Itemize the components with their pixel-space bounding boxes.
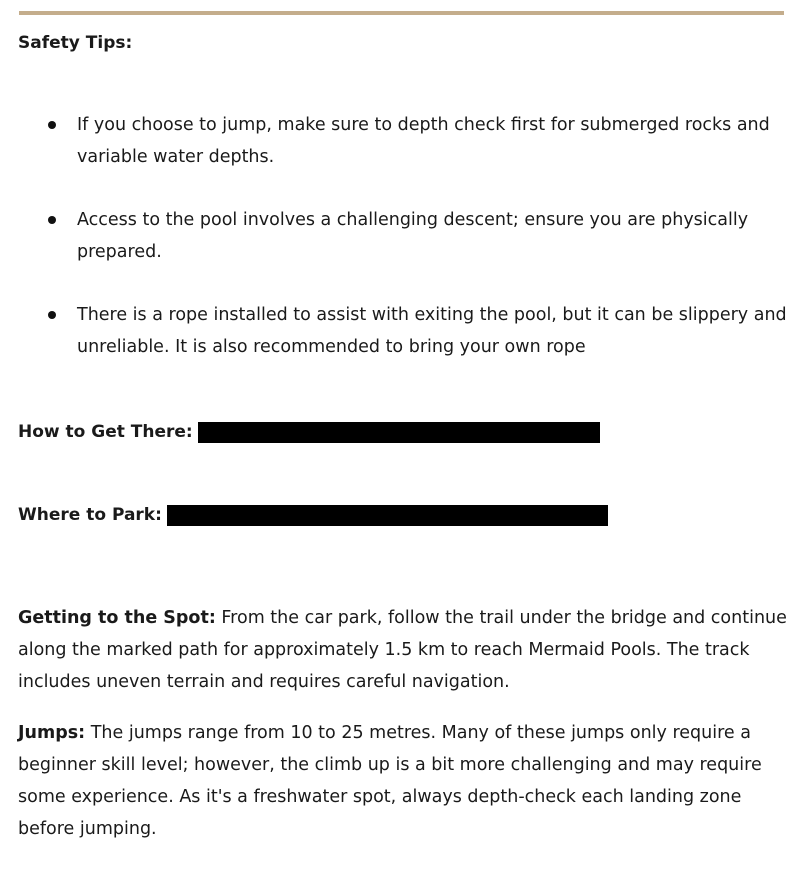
safety-tips-list <box>18 109 788 394</box>
how-to-get-there-label: How to Get There: <box>18 422 193 442</box>
redaction-bar <box>198 422 600 443</box>
tip-text: If you choose to jump, make sure to depth check first for submerged rocks and variable water depths. <box>77 115 770 167</box>
jumps-paragraph <box>18 717 788 845</box>
bullet-icon <box>48 216 56 224</box>
getting-to-spot-text: From the car park, follow the trail under the bridge and continue along the marked path for approximately 1.5 km to reach Mermaid Pools. The track includes uneven terrain and requires careful navigation. <box>18 608 787 692</box>
list-item <box>18 204 788 268</box>
where-to-park-row <box>18 503 608 527</box>
jumps-text: The jumps range from 10 to 25 metres. Many of these jumps only require a beginner skill level; however, the climb up is a bit more challenging and may require some experience. As it's a freshwater spot, always depth-check each landing zone before jumping. <box>18 723 762 839</box>
getting-to-spot-paragraph <box>18 602 788 698</box>
tip-text: Access to the pool involves a challenging descent; ensure you are physically prepared. <box>77 210 749 262</box>
bullet-icon <box>48 121 56 129</box>
where-to-park-label: Where to Park: <box>18 505 162 525</box>
top-divider <box>19 11 784 15</box>
redaction-bar <box>167 505 608 526</box>
jumps-label: Jumps: <box>18 723 86 743</box>
how-to-get-there-row <box>18 420 600 444</box>
safety-tips-heading: Safety Tips: <box>18 33 133 53</box>
list-item <box>18 109 788 173</box>
list-item <box>18 299 788 363</box>
tip-text: There is a rope installed to assist with exiting the pool, but it can be slippery and unreliable. It is also recommended to bring your own rope <box>77 305 787 357</box>
getting-to-spot-label: Getting to the Spot: <box>18 608 216 628</box>
bullet-icon <box>48 311 56 319</box>
